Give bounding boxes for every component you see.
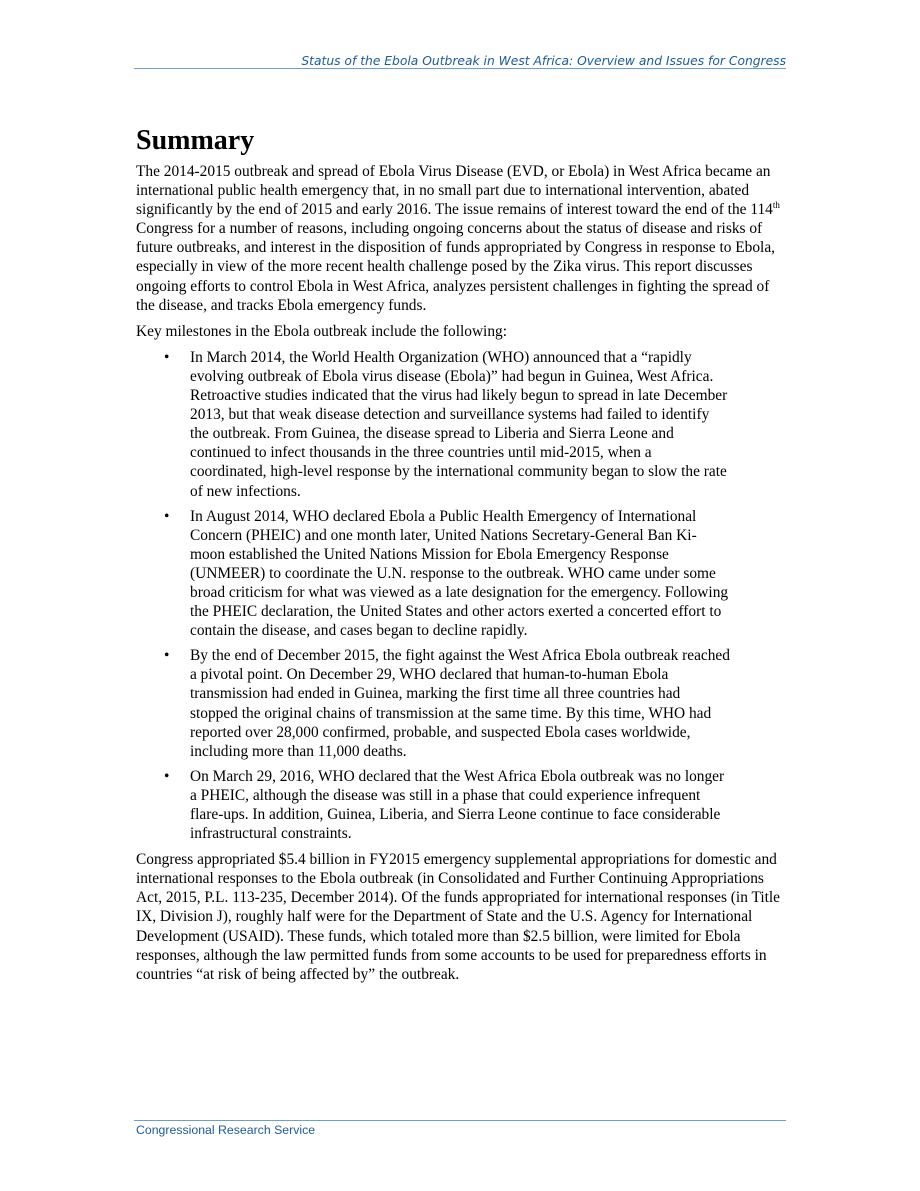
bullet-icon: •: [164, 767, 170, 785]
intro-text-end: Congress for a number of reasons, including ongoing concerns about the status of disease and risks of future outbreaks, and interest in the disposition of funds appropriated by Congress in response to Ebola, especially in view of the more recent health challenge posed by the Zika virus. This report discusses ongoing efforts to control Ebola in West Africa, analyzes persistent challenges in fighting the spread of the disease, and tracks Ebola emergency funds.: [136, 220, 776, 314]
list-item-text: By the end of December 2015, the fight against the West Africa Ebola outbreak reached a pivotal point. On December 29, WHO declared that human-to-human Ebola transmission had ended in Guinea, marking the first time all three countries had stopped the original chains of transmission at the same time. By this time, WHO had reported over 28,000 confirmed, probable, and suspected Ebola cases worldwide, including more than 11,000 deaths.: [190, 647, 730, 760]
header-divider: [134, 68, 786, 69]
bullet-icon: •: [164, 507, 170, 525]
running-footer: Congressional Research Service: [136, 1123, 316, 1137]
intro-text-start: The 2014-2015 outbreak and spread of Ebola Virus Disease (EVD, or Ebola) in West Africa became an international public health emergency that, in no small part due to international intervention, abated significantly by the end of 2015 and early 2016. The issue remains of interest toward the end of the 114: [136, 163, 773, 219]
list-item: [136, 507, 730, 641]
page-content: [136, 124, 786, 991]
section-heading: Summary: [136, 125, 255, 156]
ordinal-suffix: th: [772, 200, 780, 211]
list-item: [136, 348, 730, 501]
footer-divider: [134, 1120, 786, 1121]
running-header: Status of the Ebola Outbreak in West Africa: Overview and Issues for Congress: [301, 54, 786, 68]
milestones-list: [136, 348, 786, 843]
list-item-text: On March 29, 2016, WHO declared that the West Africa Ebola outbreak was no longer a PHEIC, although the disease was still in a phase that could experience infrequent flare-ups. In addition, Guinea, Liberia, and Sierra Leone continue to face considerable infrastructural constraints.: [190, 767, 725, 843]
bullet-icon: •: [164, 647, 170, 665]
list-item: [136, 767, 730, 843]
list-item-text: In August 2014, WHO declared Ebola a Public Health Emergency of International Concern (PHEIC) and one month later, United Nations Secretary-General Ban Ki-moon established the United Nations Mission for Ebola Emergency Response (UNMEER) to coordinate the U.N. response to the outbreak. WHO came under some broad criticism for what was viewed as a late designation for the emergency. Following the PHEIC declaration, the United States and other actors exerted a concerted effort to contain the disease, and cases began to decline rapidly.: [190, 507, 729, 640]
list-item: [136, 646, 730, 761]
funding-paragraph: Congress appropriated $5.4 billion in FY2015 emergency supplemental appropriations for domestic and international responses to the Ebola outbreak (in Consolidated and Further Continuing Appropriations Act, 2015, P.L. 113-235, December 2014). Of the funds appropriated for international responses (in Title IX, Division J), roughly half were for the Department of State and the U.S. Agency for International Development (USAID). These funds, which totaled more than $2.5 billion, were limited for Ebola responses, although the law permitted funds from some accounts to be used for preparedness efforts in countries “at risk of being affected by” the outbreak.: [136, 851, 780, 983]
list-item-text: In March 2014, the World Health Organization (WHO) announced that a “rapidly evolving outbreak of Ebola virus disease (Ebola)” had begun in Guinea, West Africa. Retroactive studies indicated that the virus had likely begun to spread in late December 2013, but that weak disease detection and surveillance systems had failed to identify the outbreak. From Guinea, the disease spread to Liberia and Sierra Leone and continued to infect thousands in the three countries until mid-2015, when a coordinated, high-level response by the international community began to slow the rate of new infections.: [190, 348, 728, 500]
bullet-icon: •: [164, 348, 170, 366]
milestones-intro: Key milestones in the Ebola outbreak include the following:: [136, 322, 507, 340]
intro-paragraph: [136, 162, 786, 315]
